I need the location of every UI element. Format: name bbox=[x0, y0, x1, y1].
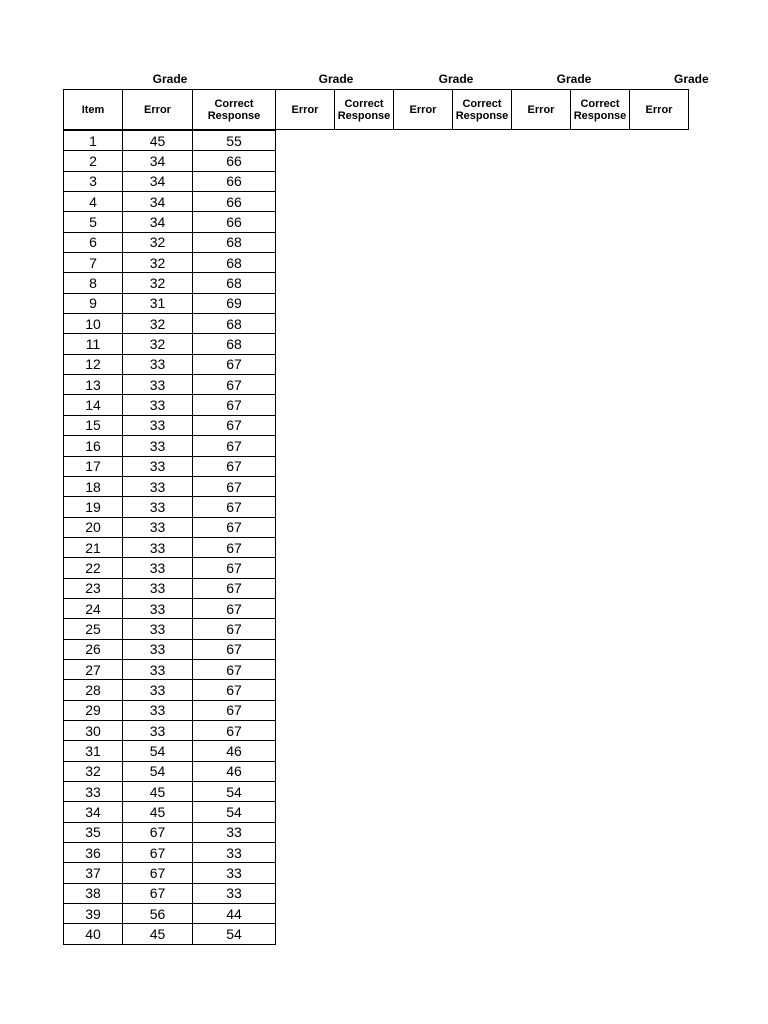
cell-error: 32 bbox=[123, 314, 193, 334]
cell-correct-response: 66 bbox=[193, 212, 276, 232]
cell-error: 34 bbox=[123, 171, 193, 191]
cell-correct-response: 68 bbox=[193, 232, 276, 252]
table-row bbox=[64, 375, 276, 395]
cell-item: 38 bbox=[64, 883, 123, 903]
cell-item: 19 bbox=[64, 497, 123, 517]
cell-item: 39 bbox=[64, 904, 123, 924]
cell-error: 33 bbox=[123, 476, 193, 496]
header-error: Error bbox=[123, 90, 193, 130]
cell-error: 67 bbox=[123, 822, 193, 842]
cell-correct-response: 68 bbox=[193, 334, 276, 354]
table-row bbox=[64, 131, 276, 151]
cell-correct-response: 54 bbox=[193, 924, 276, 944]
cell-error: 33 bbox=[123, 497, 193, 517]
cell-item: 36 bbox=[64, 843, 123, 863]
header-table bbox=[63, 89, 689, 130]
cell-item: 29 bbox=[64, 700, 123, 720]
cell-item: 4 bbox=[64, 192, 123, 212]
table-row bbox=[64, 639, 276, 659]
cell-item: 16 bbox=[64, 436, 123, 456]
cell-correct-response: 67 bbox=[193, 598, 276, 618]
cell-item: 1 bbox=[64, 131, 123, 151]
table-row bbox=[64, 192, 276, 212]
cell-error: 45 bbox=[123, 131, 193, 151]
cell-correct-response: 68 bbox=[193, 314, 276, 334]
header-correct-response: Correct Response bbox=[571, 90, 630, 130]
header-correct-response: Correct Response bbox=[193, 90, 276, 130]
cell-correct-response: 67 bbox=[193, 415, 276, 435]
cell-error: 32 bbox=[123, 334, 193, 354]
cell-error: 33 bbox=[123, 700, 193, 720]
table-row bbox=[64, 537, 276, 557]
cell-item: 11 bbox=[64, 334, 123, 354]
cell-item: 33 bbox=[64, 782, 123, 802]
table-row bbox=[64, 253, 276, 273]
cell-error: 45 bbox=[123, 802, 193, 822]
table-row bbox=[64, 517, 276, 537]
table-row bbox=[64, 151, 276, 171]
grade-label-2: Grade bbox=[318, 72, 354, 86]
cell-item: 15 bbox=[64, 415, 123, 435]
cell-item: 27 bbox=[64, 659, 123, 679]
cell-item: 24 bbox=[64, 598, 123, 618]
cell-correct-response: 33 bbox=[193, 863, 276, 883]
cell-error: 56 bbox=[123, 904, 193, 924]
cell-correct-response: 67 bbox=[193, 456, 276, 476]
cell-correct-response: 33 bbox=[193, 822, 276, 842]
cell-item: 37 bbox=[64, 863, 123, 883]
cell-correct-response: 67 bbox=[193, 639, 276, 659]
cell-item: 18 bbox=[64, 476, 123, 496]
cell-correct-response: 67 bbox=[193, 700, 276, 720]
cell-correct-response: 67 bbox=[193, 680, 276, 700]
cell-error: 33 bbox=[123, 375, 193, 395]
cell-error: 67 bbox=[123, 863, 193, 883]
cell-correct-response: 69 bbox=[193, 293, 276, 313]
table-row bbox=[64, 843, 276, 863]
cell-item: 10 bbox=[64, 314, 123, 334]
table-row bbox=[64, 700, 276, 720]
table-row bbox=[64, 273, 276, 293]
table-row bbox=[64, 293, 276, 313]
cell-correct-response: 67 bbox=[193, 659, 276, 679]
cell-correct-response: 67 bbox=[193, 578, 276, 598]
cell-item: 26 bbox=[64, 639, 123, 659]
cell-correct-response: 33 bbox=[193, 843, 276, 863]
cell-item: 14 bbox=[64, 395, 123, 415]
table-row bbox=[64, 436, 276, 456]
cell-error: 31 bbox=[123, 293, 193, 313]
cell-error: 33 bbox=[123, 517, 193, 537]
cell-correct-response: 54 bbox=[193, 802, 276, 822]
cell-correct-response: 67 bbox=[193, 375, 276, 395]
table-row bbox=[64, 720, 276, 740]
cell-error: 33 bbox=[123, 395, 193, 415]
cell-error: 33 bbox=[123, 578, 193, 598]
grade-label-5: Grade bbox=[674, 72, 709, 86]
cell-item: 6 bbox=[64, 232, 123, 252]
cell-error: 33 bbox=[123, 720, 193, 740]
cell-item: 30 bbox=[64, 720, 123, 740]
cell-item: 8 bbox=[64, 273, 123, 293]
table-row bbox=[64, 171, 276, 191]
cell-error: 45 bbox=[123, 924, 193, 944]
table-row bbox=[64, 456, 276, 476]
cell-correct-response: 67 bbox=[193, 558, 276, 578]
grade-label-4: Grade bbox=[556, 72, 592, 86]
table-row bbox=[64, 924, 276, 944]
table-row bbox=[64, 476, 276, 496]
cell-item: 12 bbox=[64, 354, 123, 374]
cell-correct-response: 67 bbox=[193, 720, 276, 740]
header-correct-response: Correct Response bbox=[335, 90, 394, 130]
cell-correct-response: 67 bbox=[193, 395, 276, 415]
cell-error: 33 bbox=[123, 680, 193, 700]
cell-error: 34 bbox=[123, 192, 193, 212]
table-row bbox=[64, 395, 276, 415]
cell-error: 32 bbox=[123, 253, 193, 273]
table-row bbox=[64, 314, 276, 334]
table-row bbox=[64, 334, 276, 354]
cell-correct-response: 68 bbox=[193, 273, 276, 293]
cell-correct-response: 67 bbox=[193, 497, 276, 517]
header-error: Error bbox=[630, 90, 689, 130]
data-table-body bbox=[64, 131, 276, 945]
cell-item: 35 bbox=[64, 822, 123, 842]
cell-error: 33 bbox=[123, 558, 193, 578]
table-row bbox=[64, 883, 276, 903]
cell-error: 33 bbox=[123, 415, 193, 435]
cell-item: 17 bbox=[64, 456, 123, 476]
cell-item: 20 bbox=[64, 517, 123, 537]
header-correct-response: Correct Response bbox=[453, 90, 512, 130]
cell-error: 54 bbox=[123, 741, 193, 761]
cell-correct-response: 66 bbox=[193, 151, 276, 171]
cell-item: 9 bbox=[64, 293, 123, 313]
cell-correct-response: 46 bbox=[193, 741, 276, 761]
table-row bbox=[64, 212, 276, 232]
table-row bbox=[64, 822, 276, 842]
cell-correct-response: 66 bbox=[193, 171, 276, 191]
cell-correct-response: 67 bbox=[193, 619, 276, 639]
header-item: Item bbox=[64, 90, 123, 130]
table-row bbox=[64, 354, 276, 374]
header-error: Error bbox=[394, 90, 453, 130]
cell-error: 33 bbox=[123, 619, 193, 639]
data-table bbox=[63, 130, 276, 945]
cell-correct-response: 55 bbox=[193, 131, 276, 151]
cell-error: 33 bbox=[123, 354, 193, 374]
cell-item: 23 bbox=[64, 578, 123, 598]
cell-correct-response: 67 bbox=[193, 537, 276, 557]
cell-item: 32 bbox=[64, 761, 123, 781]
header-error: Error bbox=[512, 90, 571, 130]
cell-correct-response: 68 bbox=[193, 253, 276, 273]
table-row bbox=[64, 904, 276, 924]
grade-label-3: Grade bbox=[438, 72, 474, 86]
cell-item: 2 bbox=[64, 151, 123, 171]
table-row bbox=[64, 578, 276, 598]
cell-item: 28 bbox=[64, 680, 123, 700]
cell-error: 32 bbox=[123, 232, 193, 252]
cell-error: 33 bbox=[123, 436, 193, 456]
cell-error: 32 bbox=[123, 273, 193, 293]
cell-correct-response: 67 bbox=[193, 476, 276, 496]
cell-item: 7 bbox=[64, 253, 123, 273]
table-row bbox=[64, 232, 276, 252]
cell-item: 34 bbox=[64, 802, 123, 822]
table-row bbox=[64, 782, 276, 802]
table-row bbox=[64, 863, 276, 883]
cell-error: 45 bbox=[123, 782, 193, 802]
cell-item: 40 bbox=[64, 924, 123, 944]
table-row bbox=[64, 802, 276, 822]
cell-error: 34 bbox=[123, 212, 193, 232]
cell-error: 54 bbox=[123, 761, 193, 781]
cell-correct-response: 67 bbox=[193, 436, 276, 456]
table-row bbox=[64, 659, 276, 679]
cell-error: 33 bbox=[123, 456, 193, 476]
table-row bbox=[64, 761, 276, 781]
table-row bbox=[64, 558, 276, 578]
cell-item: 25 bbox=[64, 619, 123, 639]
cell-item: 13 bbox=[64, 375, 123, 395]
cell-error: 67 bbox=[123, 883, 193, 903]
cell-item: 22 bbox=[64, 558, 123, 578]
cell-correct-response: 33 bbox=[193, 883, 276, 903]
cell-item: 21 bbox=[64, 537, 123, 557]
cell-correct-response: 66 bbox=[193, 192, 276, 212]
header-row bbox=[64, 90, 689, 130]
cell-correct-response: 44 bbox=[193, 904, 276, 924]
table-row bbox=[64, 598, 276, 618]
header-error: Error bbox=[276, 90, 335, 130]
table-row bbox=[64, 415, 276, 435]
cell-correct-response: 46 bbox=[193, 761, 276, 781]
cell-item: 5 bbox=[64, 212, 123, 232]
cell-correct-response: 67 bbox=[193, 354, 276, 374]
cell-error: 33 bbox=[123, 598, 193, 618]
cell-error: 33 bbox=[123, 659, 193, 679]
cell-correct-response: 54 bbox=[193, 782, 276, 802]
cell-error: 33 bbox=[123, 537, 193, 557]
grade-label-1: Grade bbox=[152, 72, 188, 86]
cell-error: 34 bbox=[123, 151, 193, 171]
cell-correct-response: 67 bbox=[193, 517, 276, 537]
cell-error: 67 bbox=[123, 843, 193, 863]
cell-error: 33 bbox=[123, 639, 193, 659]
table-row bbox=[64, 497, 276, 517]
table-row bbox=[64, 619, 276, 639]
table-row bbox=[64, 680, 276, 700]
cell-item: 3 bbox=[64, 171, 123, 191]
table-row bbox=[64, 741, 276, 761]
cell-item: 31 bbox=[64, 741, 123, 761]
